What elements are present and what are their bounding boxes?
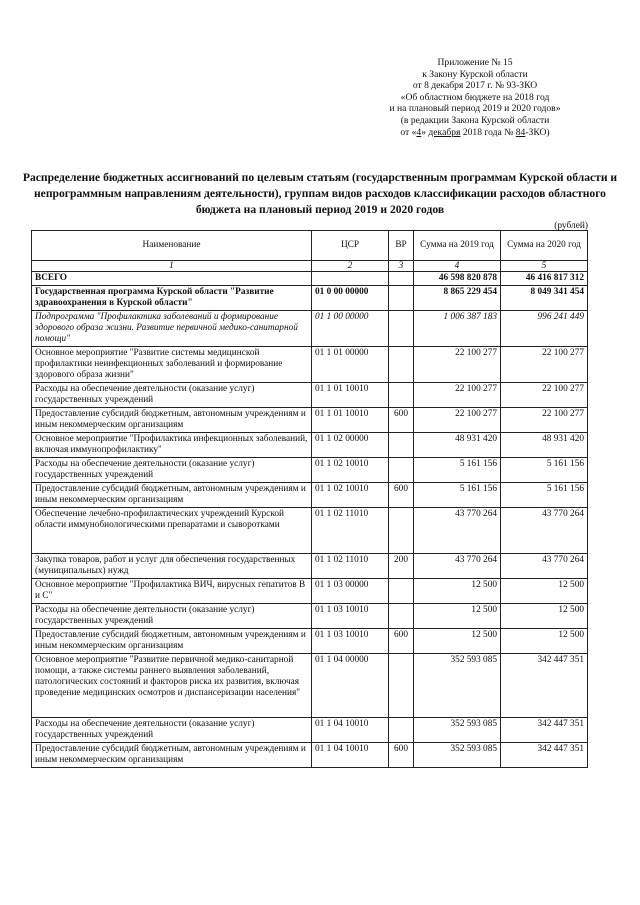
row-name-cell: Основное мероприятие "Развитие первичной медико-санитарной помощи, а также системы раннего выявления заболеваний, патологических состояний и факторов риска их развития, включая проведение медицинских осмотров и диспансеризации населения" xyxy=(32,654,312,718)
row-vr-cell: 600 xyxy=(389,408,414,433)
row-name-cell: Закупка товаров, работ и услуг для обеспечения государственных (муниципальных) нужд xyxy=(32,554,312,579)
table-row xyxy=(32,458,588,483)
row-name-cell: Предоставление субсидий бюджетным, автономным учреждениям и иным некоммерческим организациям xyxy=(32,629,312,654)
row-vr-cell xyxy=(389,383,414,408)
row-sum-2020-cell: 8 049 341 454 xyxy=(501,286,588,311)
table-row xyxy=(32,654,588,718)
header-vr: ВР xyxy=(389,231,414,261)
table-row xyxy=(32,347,588,383)
row-name-cell: Расходы на обеспечение деятельности (оказание услуг) государственных учреждений xyxy=(32,383,312,408)
units-label: (рублей) xyxy=(554,221,588,231)
row-name-cell: Расходы на обеспечение деятельности (оказание услуг) государственных учреждений xyxy=(32,458,312,483)
row-vr-cell: 200 xyxy=(389,554,414,579)
row-csr-cell: 01 1 02 00000 xyxy=(312,433,389,458)
row-sum-2020-cell: 996 241 449 xyxy=(501,311,588,347)
table-row xyxy=(32,286,588,311)
row-csr-cell: 01 1 03 00000 xyxy=(312,579,389,604)
row-vr-cell xyxy=(389,654,414,718)
row-sum-2020-cell: 43 770 264 xyxy=(501,554,588,579)
row-sum-2020-cell: 342 447 351 xyxy=(501,654,588,718)
row-vr-cell xyxy=(389,347,414,383)
row-vr-cell xyxy=(389,311,414,347)
row-name-cell: Государственная программа Курской области "Развитие здравоохранения в Курской области" xyxy=(32,286,312,311)
row-vr-cell xyxy=(389,604,414,629)
row-name-cell: Предоставление субсидий бюджетным, автономным учреждениям и иным некоммерческим организациям xyxy=(32,743,312,768)
row-name-cell: Предоставление субсидий бюджетным, автономным учреждениям и иным некоммерческим организациям xyxy=(32,483,312,508)
row-sum-2019-cell: 5 161 156 xyxy=(414,458,501,483)
column-index-row xyxy=(32,261,588,272)
header-sum-2020: Сумма на 2020 год xyxy=(501,231,588,261)
header-line-amendment xyxy=(360,127,590,139)
amend-year: 2018 года № xyxy=(460,126,516,138)
row-vr-cell xyxy=(389,272,414,286)
row-sum-2020-cell: 22 100 277 xyxy=(501,408,588,433)
row-vr-cell xyxy=(389,286,414,311)
table-row xyxy=(32,272,588,286)
row-name-cell: Предоставление субсидий бюджетным, автономным учреждениям и иным некоммерческим организациям xyxy=(32,408,312,433)
row-vr-cell: 600 xyxy=(389,629,414,654)
row-vr-cell: 600 xyxy=(389,743,414,768)
header-line: от 8 декабря 2017 г. № 93-ЗКО xyxy=(412,80,538,92)
index-cell: 5 xyxy=(501,261,588,272)
row-name-cell: Обеспечение лечебно-профилактических учреждений Курской области иммунобиологическими препаратами и сыворотками xyxy=(32,508,312,554)
table-row xyxy=(32,718,588,743)
document-title: Распределение бюджетных ассигнований по целевым статьям (государственным программам Курской области и непрограммным направлениям деятельности), группам видов расходов классификации расходов областного бюджета на плановый период 2019 и 2020 годов xyxy=(22,171,618,216)
amend-prefix: от « xyxy=(400,126,417,138)
row-sum-2019-cell: 352 593 085 xyxy=(414,743,501,768)
table-row xyxy=(32,629,588,654)
row-csr-cell: 01 1 03 10010 xyxy=(312,629,389,654)
row-sum-2019-cell: 48 931 420 xyxy=(414,433,501,458)
header-sum-2019: Сумма на 2019 год xyxy=(414,231,501,261)
row-sum-2019-cell: 352 593 085 xyxy=(414,718,501,743)
row-sum-2019-cell: 22 100 277 xyxy=(414,383,501,408)
row-csr-cell: 01 1 02 10010 xyxy=(312,458,389,483)
row-csr-cell: 01 1 02 10010 xyxy=(312,483,389,508)
row-sum-2020-cell: 5 161 156 xyxy=(501,483,588,508)
row-csr-cell: 01 1 04 10010 xyxy=(312,743,389,768)
row-vr-cell xyxy=(389,508,414,554)
amend-day: 4 xyxy=(416,126,422,138)
amend-number: 84 xyxy=(515,126,526,138)
row-name-cell: Основное мероприятие "Развитие системы медицинской профилактики неинфекционных заболеваний и формирование здорового образа жизни" xyxy=(32,347,312,383)
header-line: «Об областном бюджете на 2018 год xyxy=(400,91,550,103)
amend-month: декабря xyxy=(428,126,461,138)
table-row xyxy=(32,579,588,604)
row-name-cell: ВСЕГО xyxy=(32,272,312,286)
row-csr-cell xyxy=(312,272,389,286)
row-sum-2020-cell: 22 100 277 xyxy=(501,383,588,408)
row-name-cell: Расходы на обеспечение деятельности (оказание услуг) государственных учреждений xyxy=(32,604,312,629)
row-sum-2020-cell: 43 770 264 xyxy=(501,508,588,554)
row-sum-2020-cell: 48 931 420 xyxy=(501,433,588,458)
table-row xyxy=(32,554,588,579)
header-line: (в редакции Закона Курской области xyxy=(400,114,550,126)
index-cell: 2 xyxy=(312,261,389,272)
row-name-cell: Расходы на обеспечение деятельности (оказание услуг) государственных учреждений xyxy=(32,718,312,743)
row-vr-cell xyxy=(389,458,414,483)
table-row xyxy=(32,433,588,458)
row-sum-2019-cell: 8 865 229 454 xyxy=(414,286,501,311)
table-row xyxy=(32,311,588,347)
appendix-header-note xyxy=(360,57,590,138)
row-name-cell: Основное мероприятие "Профилактика инфекционных заболеваний, включая иммунопрофилактику" xyxy=(32,433,312,458)
row-name-cell: Основное мероприятие "Профилактика ВИЧ, вирусных гепатитов В и С" xyxy=(32,579,312,604)
index-cell: 3 xyxy=(389,261,414,272)
row-vr-cell xyxy=(389,579,414,604)
row-sum-2019-cell: 12 500 xyxy=(414,604,501,629)
row-csr-cell: 01 1 01 10010 xyxy=(312,408,389,433)
row-sum-2019-cell: 12 500 xyxy=(414,629,501,654)
row-sum-2020-cell: 12 500 xyxy=(501,629,588,654)
header-csr: ЦСР xyxy=(312,231,389,261)
row-sum-2020-cell: 22 100 277 xyxy=(501,347,588,383)
row-sum-2019-cell: 46 598 820 878 xyxy=(414,272,501,286)
row-name-cell: Подпрограмма "Профилактика заболеваний и формирование здорового образа жизни. Развитие первичной медико-санитарной помощи" xyxy=(32,311,312,347)
row-sum-2019-cell: 22 100 277 xyxy=(414,408,501,433)
row-sum-2019-cell: 43 770 264 xyxy=(414,508,501,554)
row-vr-cell: 600 xyxy=(389,483,414,508)
amend-mid: » xyxy=(421,126,429,138)
row-sum-2019-cell: 12 500 xyxy=(414,579,501,604)
row-vr-cell xyxy=(389,433,414,458)
header-line: и на плановый период 2019 и 2020 годов» xyxy=(389,103,561,115)
row-sum-2019-cell: 352 593 085 xyxy=(414,654,501,718)
header-line: к Закону Курской области xyxy=(422,68,528,80)
row-sum-2019-cell: 5 161 156 xyxy=(414,483,501,508)
row-csr-cell: 01 1 04 10010 xyxy=(312,718,389,743)
row-csr-cell: 01 1 02 11010 xyxy=(312,508,389,554)
table-row xyxy=(32,408,588,433)
table-row xyxy=(32,604,588,629)
row-sum-2020-cell: 5 161 156 xyxy=(501,458,588,483)
table-row xyxy=(32,743,588,768)
row-csr-cell: 01 1 01 00000 xyxy=(312,347,389,383)
index-cell: 1 xyxy=(32,261,312,272)
header-name: Наименование xyxy=(32,231,312,261)
table-header-row xyxy=(32,231,588,261)
row-csr-cell: 01 1 04 00000 xyxy=(312,654,389,718)
row-sum-2020-cell: 12 500 xyxy=(501,579,588,604)
header-line: Приложение № 15 xyxy=(437,57,513,68)
budget-table xyxy=(31,230,588,768)
row-sum-2019-cell: 22 100 277 xyxy=(414,347,501,383)
row-csr-cell: 01 0 00 00000 xyxy=(312,286,389,311)
table-row xyxy=(32,508,588,554)
row-csr-cell: 01 1 03 10010 xyxy=(312,604,389,629)
row-csr-cell: 01 1 00 00000 xyxy=(312,311,389,347)
row-sum-2020-cell: 342 447 351 xyxy=(501,743,588,768)
row-csr-cell: 01 1 02 11010 xyxy=(312,554,389,579)
row-sum-2020-cell: 46 416 817 312 xyxy=(501,272,588,286)
row-csr-cell: 01 1 01 10010 xyxy=(312,383,389,408)
row-sum-2019-cell: 43 770 264 xyxy=(414,554,501,579)
row-vr-cell xyxy=(389,718,414,743)
amend-suffix: -ЗКО) xyxy=(525,126,550,138)
row-sum-2020-cell: 342 447 351 xyxy=(501,718,588,743)
row-sum-2020-cell: 12 500 xyxy=(501,604,588,629)
index-cell: 4 xyxy=(414,261,501,272)
table-row xyxy=(32,483,588,508)
table-row xyxy=(32,383,588,408)
row-sum-2019-cell: 1 006 387 183 xyxy=(414,311,501,347)
